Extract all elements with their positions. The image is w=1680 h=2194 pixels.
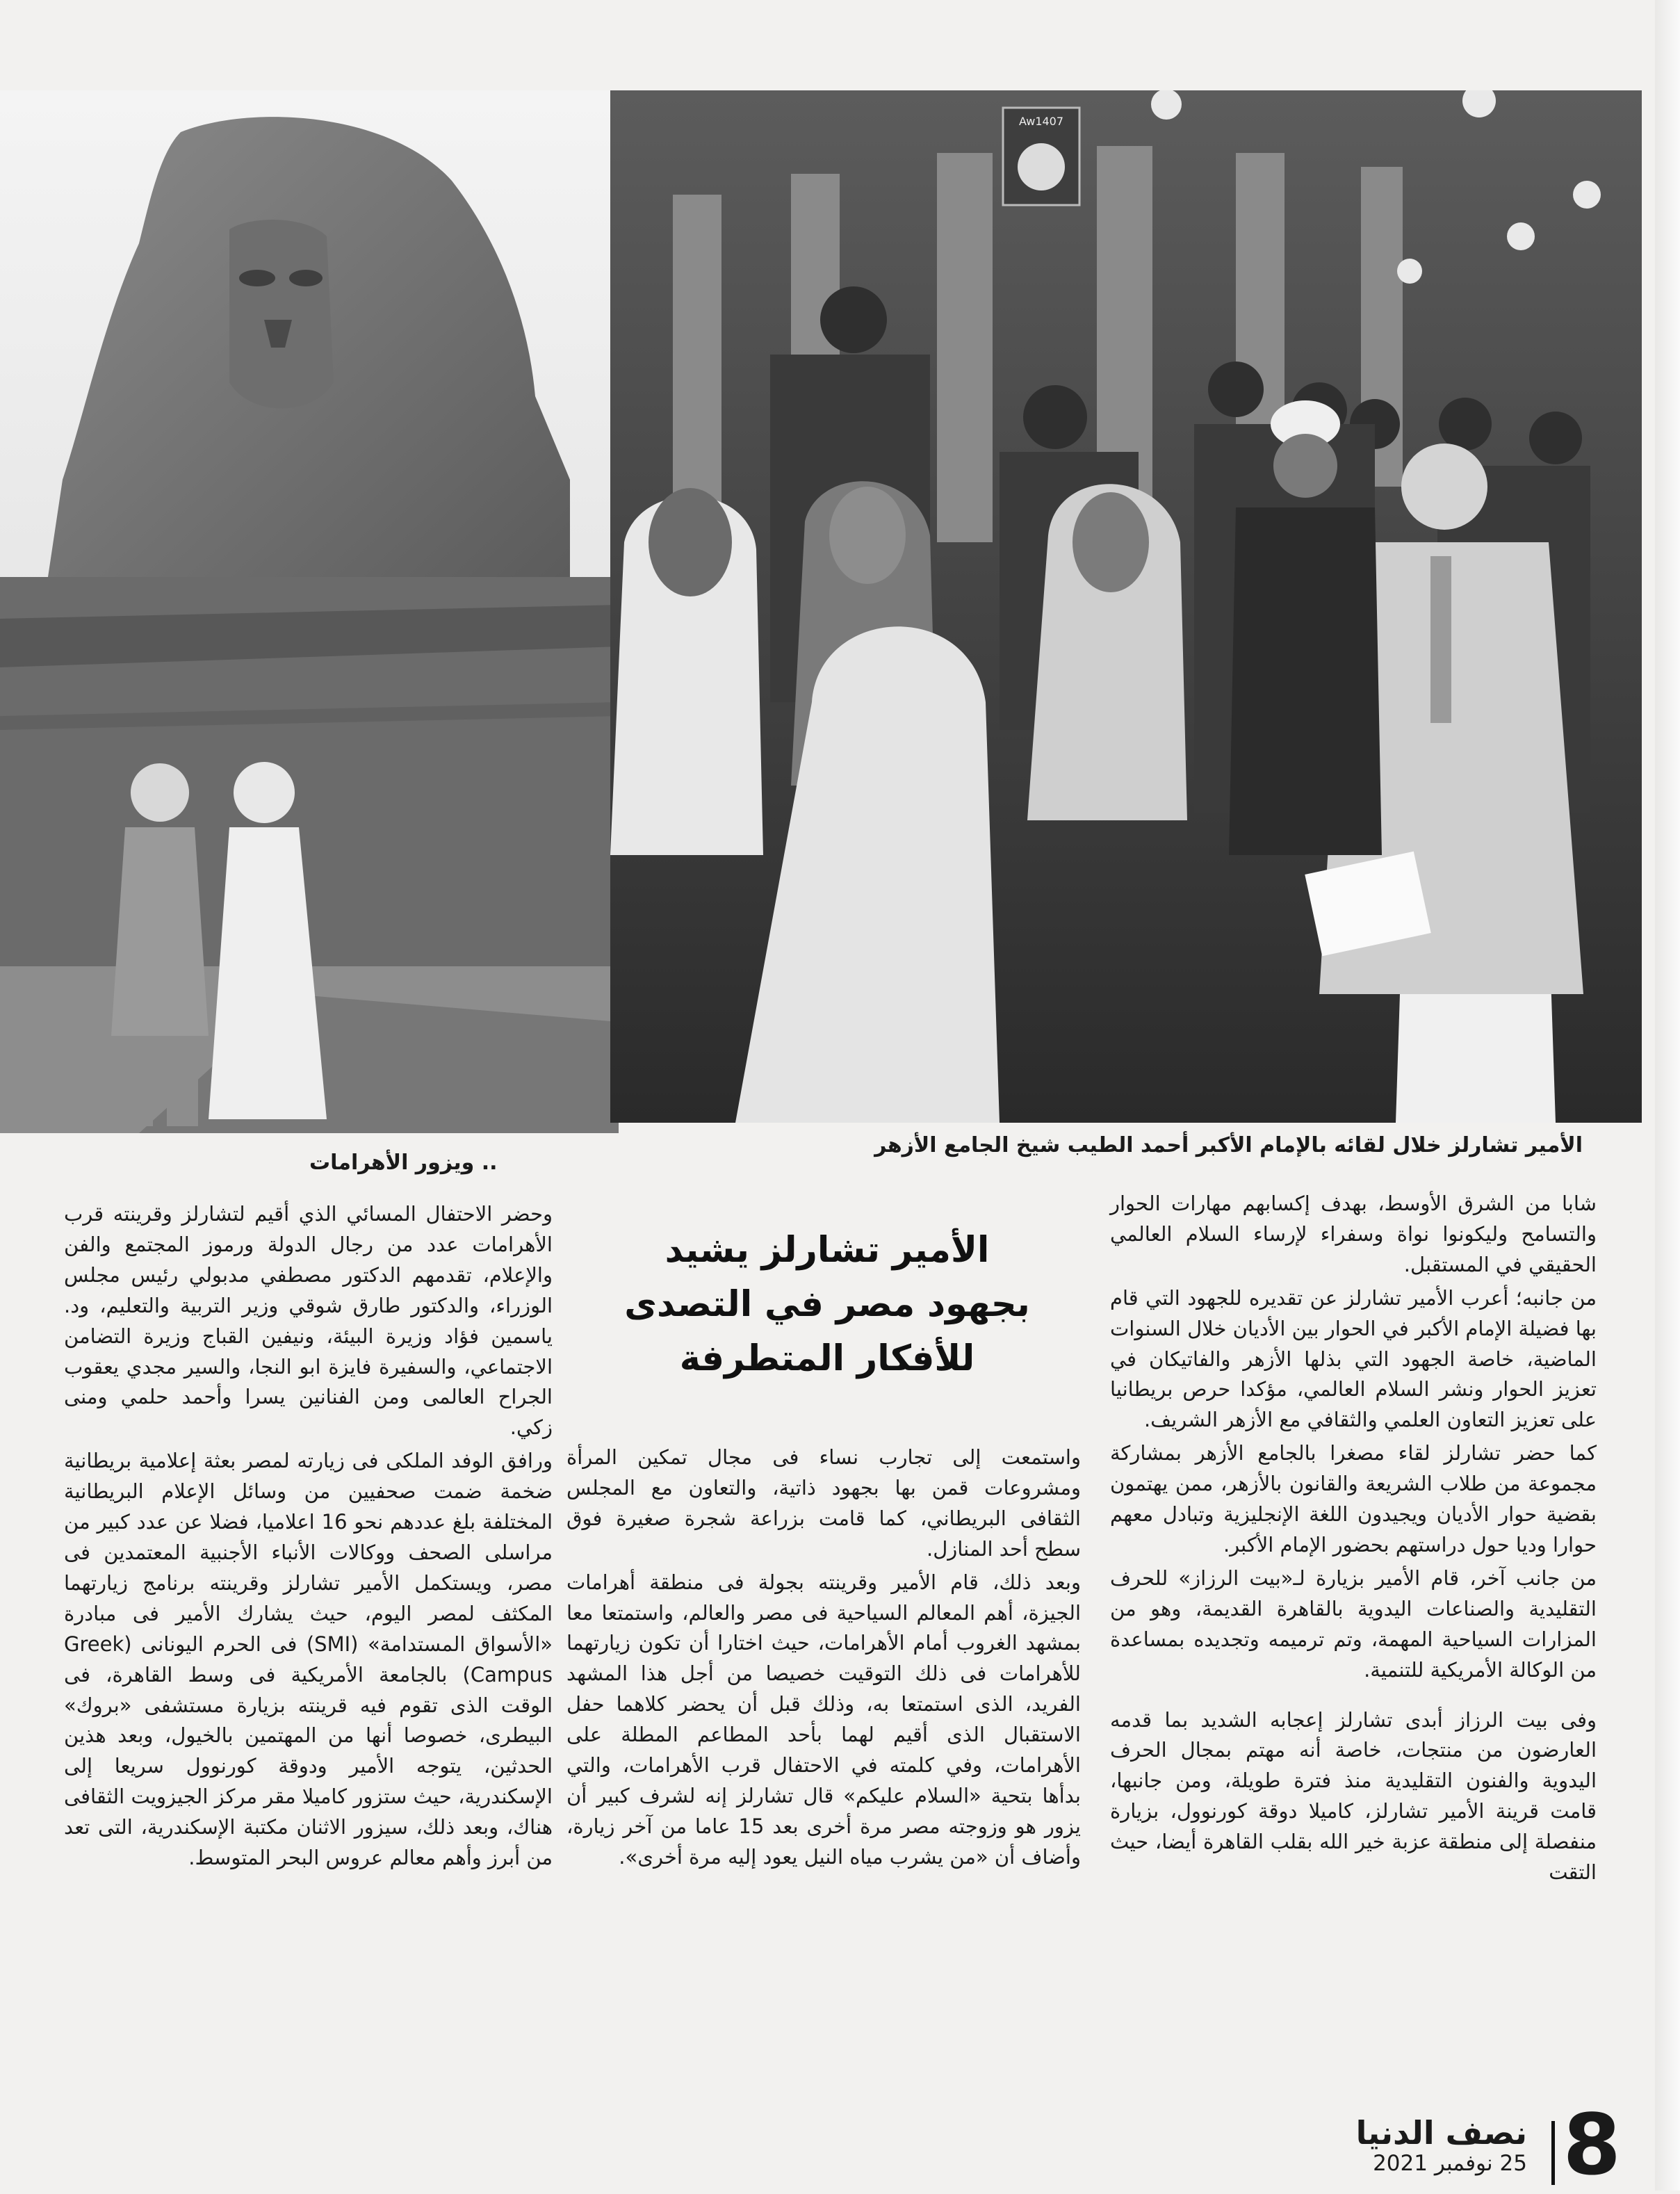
paragraph: واستمعت إلى تجارب نساء فى مجال تمكين المرأة ومشروعات قمن بها بجهود ذاتية، والتعاون مع المجلس الثقافى البريطاني، كما قامت بزراعة شجرة صغيرة فوق سطح أحد المنازل. <box>566 1445 1081 1561</box>
paragraph: من جانب آخر، قام الأمير بزيارة لـ«بيت الرزاز» للحرف التقليدية والصناعات اليدوية بالقاهرة القديمة، وهو من المزارات السياحية المهمة، وتم ترميمه وتجديده بمساعدة من الوكالة الأمريكية للتنمية. <box>1110 1566 1597 1682</box>
clock-label: Aw1407 <box>1018 115 1064 128</box>
magazine-name: نصف الدنيا <box>1355 2114 1527 2152</box>
paragraph: وحضر الاحتفال المسائي الذي أقيم لتشارلز وقرينته قرب الأهرامات عدد من رجال الدولة ورموز المجتمع والفن والإعلام، تقدمهم الدكتور مصطفي مدبولي رئيس مجلس الوزراء، والدكتور طارق شوقي وزير التربية والتعليم، ود. ياسمين فؤاد وزيرة البيئة، ونيفين القباج وزيرة التضامن الاجتماعي، والسفيرة فايزة ابو النجا، والسير مجدي يعقوب الجراح العالمى ومن الفنانين يسرا وأحمد حلمي ومنى زكي. <box>64 1202 553 1440</box>
article-column-left <box>64 1199 553 1876</box>
headline-line: الأمير تشارلز يشيد <box>664 1230 990 1271</box>
paragraph: شابا من الشرق الأوسط، بهدف إكسابهم مهارات الحوار والتسامح وليكونوا نواة وسفراء لإرساء السلام العالمي الحقيقي في المستقبل. <box>1110 1192 1597 1276</box>
article-headline <box>577 1224 1077 1386</box>
article-column-right <box>1110 1189 1597 1891</box>
headline-line: بجهود مصر في التصدى <box>624 1284 1030 1325</box>
paragraph: من جانبه؛ أعرب الأمير تشارلز عن تقديره للجهود التي قام بها فضيلة الإمام الأكبر في الحوار بين الأديان خلال السنوات الماضية، خاصة الجهود التي بذلها الأزهر والفاتيكان في تعزيز الحوار ونشر السلام العالمي، مؤكدا حرص بريطانيا على تعزيز التعاون العلمي والثقافي مع الأزهر الشريف. <box>1110 1285 1597 1432</box>
page-number: 8 <box>1563 2097 1621 2194</box>
headline-line: للأفكار المتطرفة <box>679 1338 975 1379</box>
paragraph: وفى بيت الرزاز أبدى تشارلز إعجابه الشديد بما قدمه العارضون من منتجات، خاصة أنه مهتم بمجال الحرف اليدوية والفنون التقليدية منذ فترة طويلة، ومن جانبها، قامت قرينة الأمير تشارلز، كاميلا دوقة كورنوول، بزيارة منفصلة إلى منطقة عزبة خير الله بقلب القاهرة أيضا، حيث التقت <box>1110 1707 1597 1885</box>
mosque-photo-caption: الأمير تشارلز خلال لقائه بالإمام الأكبر أحمد الطيب شيخ الجامع الأزهر <box>874 1133 1583 1157</box>
page-edge <box>1655 0 1680 2191</box>
sphinx-photo <box>0 90 619 1133</box>
paragraph: ورافق الوفد الملكى فى زيارته لمصر بعثة إعلامية بريطانية ضخمة ضمت صحفيين من وسائل الإعلام البريطانية المختلفة بلغ عددهم نحو 16 اعلاميا، فضلا عن عدد كبير من مراسلى الصحف ووكالات الأنباء الأجنبية المعتمدين فى مصر، ويستكمل الأمير تشارلز وقرينته برنامج زيارتهما المكثف لمصر اليوم، حيث يشارك الأمير فى مبادرة «الأسواق المستدامة» (SMI) فى الحرم اليونانى (Greek Campus) بالجامعة الأمريكية فى وسط القاهرة، فى الوقت الذى تقوم فيه قرينته بزيارة مستشفى «بروك» البيطرى، خصوصا أنها من المهتمين بالخيول، وبعد هذين الحدثين، يتوجه الأمير ودوقة كورنوول سريعا إلى الإسكندرية، حيث ستزور كاميلا مقر مركز الجيزويت الثقافى هناك، وبعد ذلك، سيزور الاثنان مكتبة الإسكندرية، التى تعد من أبرز وأهم معالم عروس البحر المتوسط. <box>64 1449 553 1870</box>
paragraph: كما حضر تشارلز لقاء مصغرا بالجامع الأزهر بمشاركة مجموعة من طلاب الشريعة والقانون بالأزهر، ممن يهتمون بقضية حوار الأديان ويجيدون اللغة الإنجليزية وتبادل معهم حوارا وديا حول دراستهم بحضور الإمام الأكبر. <box>1110 1441 1597 1557</box>
paragraph: وبعد ذلك، قام الأمير وقرينته بجولة فى منطقة أهرامات الجيزة، أهم المعالم السياحية فى مصر والعالم، واستمتعا معا بمشهد الغروب أمام الأهرامات، حيث اختارا أن تكون زيارتهما للأهرامات فى ذلك التوقيت خصيصا من أجل هذا المشهد الفريد، الذى استمتعا به، وذلك قبل أن يحضر كلاهما حفل الاستقبال الذى أقيم لهما بأحد المطاعم المطلة على الأهرامات، وفي كلمته في الاحتفال قرب الأهرامات، والتي بدأها بتحية «السلام عليكم» قال تشارلز إنه لشرف كبير أن يزور هو وزوجته مصر مرة أخرى بعد 15 عاما من آخر زيارة، وأضاف أن «من يشرب مياه النيل يعود إليه مرة أخرى». <box>566 1570 1081 1869</box>
issue-date: 25 نوفمبر 2021 <box>1373 2150 1527 2176</box>
page-footer <box>1355 2097 1621 2194</box>
footer-divider <box>1551 2121 1555 2185</box>
mosque-meeting-photo <box>610 90 1642 1123</box>
sphinx-photo-caption: .. ويزور الأهرامات <box>309 1151 498 1175</box>
article-column-middle <box>566 1443 1081 1876</box>
